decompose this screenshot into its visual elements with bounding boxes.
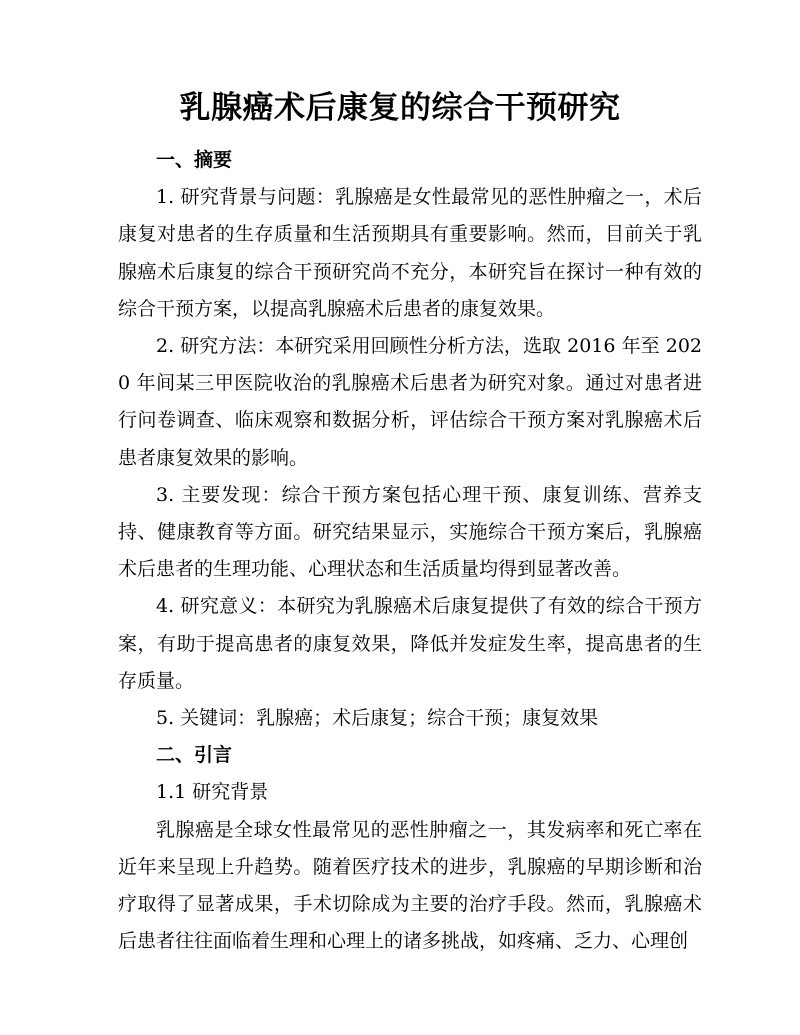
abstract-paragraph-background: 1. 研究背景与问题：乳腺癌是女性最常见的恶性肿瘤之一，术后康复对患者的生存质量和生活预期具有重要影响。然而，目前关于乳腺癌术后康复的综合干预研究尚不充分，本研究旨在探讨一种有效的综合干预方案，以提高乳腺癌术后患者的康复效果。 (118, 186, 702, 320)
subsection-heading: 1.1 研究背景 (156, 781, 269, 804)
abstract-paragraph-significance: 4. 研究意义：本研究为乳腺癌术后康复提供了有效的综合干预方案，有助于提高患者的康复效果，降低并发症发生率，提高患者的生存质量。 (118, 595, 702, 692)
document-body (118, 142, 702, 960)
document-title: 乳腺癌术后康复的综合干预研究 (179, 90, 621, 126)
abstract-keywords: 5. 关键词：乳腺癌；术后康复；综合干预；康复效果 (156, 707, 599, 730)
introduction-paragraph: 乳腺癌是全球女性最常见的恶性肿瘤之一，其发病率和死亡率在近年来呈现上升趋势。随着医疗技术的进步，乳腺癌的早期诊断和治疗取得了显著成果，手术切除成为主要的治疗手段。然而，乳腺癌术后患者往往面临着生理和心理上的诸多挑战，如疼痛、乏力、心理创 (118, 818, 702, 953)
abstract-paragraph-methods: 2. 研究方法：本研究采用回顾性分析方法，选取 2016 年至 2020 年间某三甲医院收治的乳腺癌术后患者为研究对象。通过对患者进行问卷调查、临床观察和数据分析，评估综合干预方案对乳腺癌术后患者康复效果的影响。 (118, 335, 702, 469)
abstract-paragraph-findings: 3. 主要发现：综合干预方案包括心理干预、康复训练、营养支持、健康教育等方面。研究结果显示，实施综合干预方案后，乳腺癌术后患者的生理功能、心理状态和生活质量均得到显著改善。 (118, 483, 702, 581)
introduction-heading: 二、引言 (156, 744, 233, 767)
abstract-heading: 一、摘要 (156, 149, 233, 171)
